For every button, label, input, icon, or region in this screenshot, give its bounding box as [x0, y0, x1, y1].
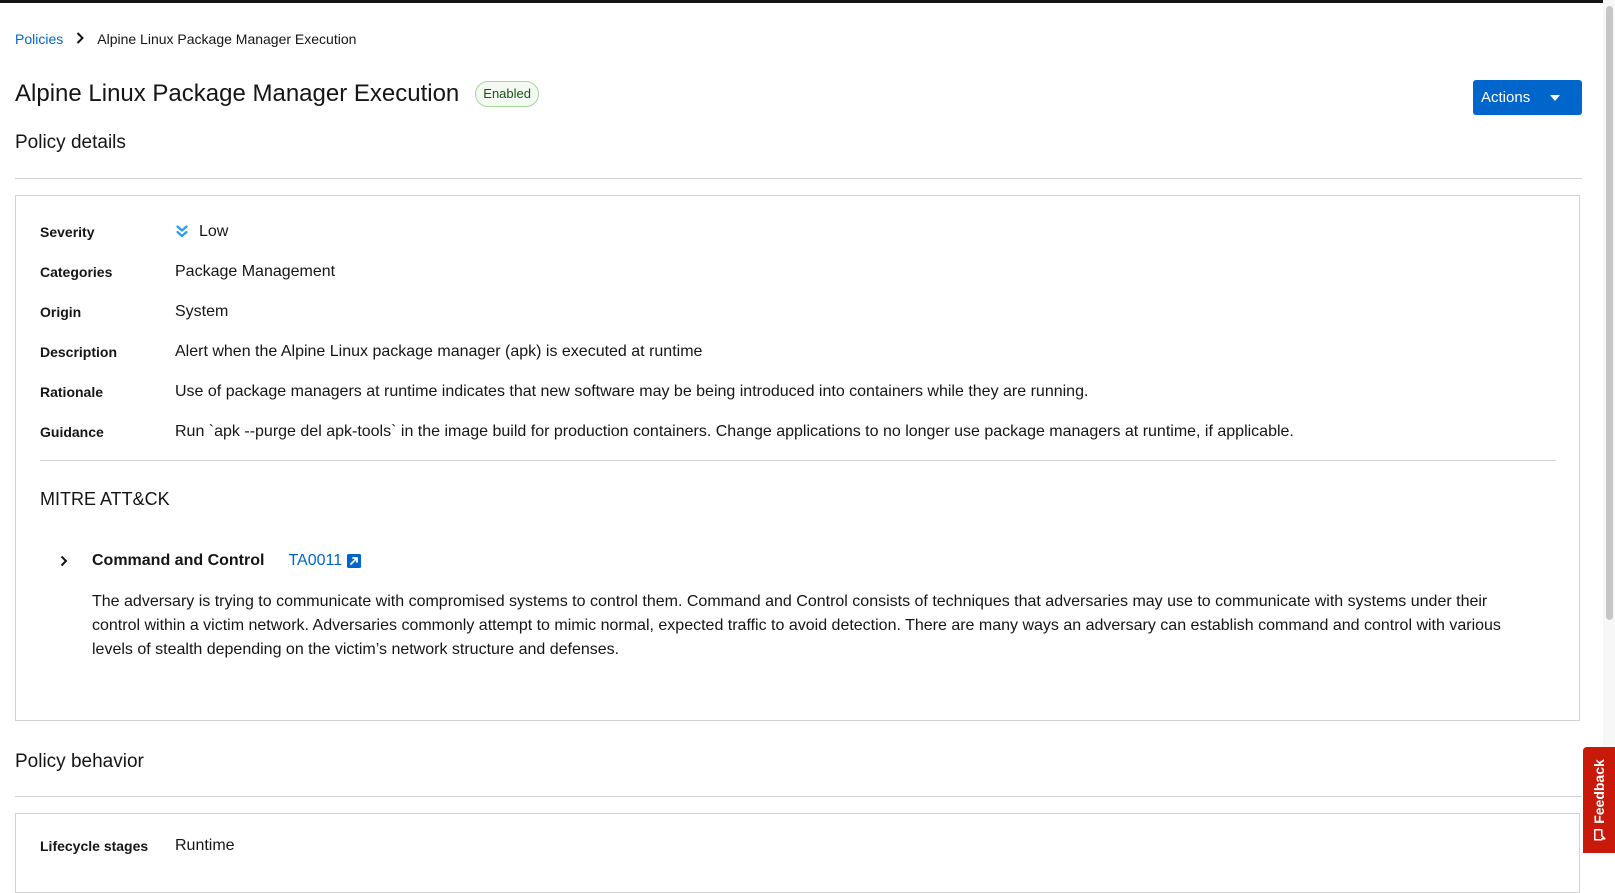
detail-row-lifecycle-stages: [40, 834, 235, 858]
status-badge: Enabled: [475, 81, 539, 107]
mitre-tactic-row: [56, 549, 361, 573]
tactic-description: The adversary is trying to communicate with compromised systems to control them. Command and Control consists of techniques that adversaries may use to communicate with systems under their control within a victim network. Adversaries commonly attempt to mimic normal, expected traffic to avoid detection. There are many ways an adversary can establish command and control with various levels of stealth depending on the victim’s network structure and defenses.: [92, 593, 1501, 658]
chevron-right-icon[interactable]: [56, 553, 72, 569]
detail-value: Use of package managers at runtime indicates that new software may be being introduced into containers while they are running.: [175, 383, 1089, 400]
detail-value: Run `apk --purge del apk-tools` in the image build for production containers. Change applications to no longer use package managers at runtime, if applicable.: [175, 423, 1294, 440]
divider: [15, 796, 1582, 797]
detail-value: System: [175, 303, 229, 320]
section-title-policy-behavior: Policy behavior: [15, 751, 144, 772]
detail-row-origin: [40, 300, 228, 324]
detail-term: Description: [40, 344, 118, 360]
tactic-id: TA0011: [288, 552, 343, 569]
feedback-tab[interactable]: [1583, 747, 1615, 853]
detail-term: Lifecycle stages: [40, 838, 149, 854]
actions-dropdown-button[interactable]: [1473, 80, 1582, 115]
top-bar: [0, 0, 1615, 3]
chevron-right-icon: [71, 32, 89, 47]
detail-term: Rationale: [40, 384, 104, 400]
mitre-attack-title: MITRE ATT&CK: [40, 489, 170, 509]
breadcrumb-link-policies[interactable]: Policies: [15, 31, 64, 47]
severity-value: Low: [199, 223, 229, 240]
tactic-id-link[interactable]: [288, 552, 361, 570]
detail-row-rationale: [40, 380, 1088, 404]
detail-value: Runtime: [175, 837, 235, 854]
policy-behavior-card: [15, 813, 1580, 893]
severity-low-icon: [175, 225, 189, 239]
detail-value: [175, 223, 228, 241]
detail-value: Alert when the Alpine Linux package manager (apk) is executed at runtime: [175, 343, 703, 360]
caret-down-icon: [1550, 95, 1560, 101]
breadcrumb-current: Alpine Linux Package Manager Execution: [97, 31, 357, 47]
divider: [40, 460, 1556, 461]
feedback-icon: [1593, 829, 1605, 841]
detail-term: Guidance: [40, 424, 104, 440]
detail-value: Package Management: [175, 263, 336, 280]
detail-term: Origin: [40, 304, 82, 320]
external-link-icon: [347, 554, 361, 568]
page-header: [15, 78, 539, 110]
detail-term: Severity: [40, 224, 95, 240]
page-title: Alpine Linux Package Manager Execution: [15, 80, 460, 107]
breadcrumb: [15, 31, 356, 47]
detail-row-description: [40, 340, 702, 364]
feedback-label: Feedback: [1591, 759, 1607, 824]
detail-row-guidance: [40, 420, 1294, 444]
scrollbar-thumb[interactable]: [1606, 6, 1613, 620]
divider: [15, 178, 1582, 179]
actions-button-label: Actions: [1481, 89, 1531, 106]
section-title-policy-details: Policy details: [15, 132, 126, 153]
detail-row-severity: [40, 220, 228, 244]
detail-row-categories: [40, 260, 335, 284]
tactic-name: Command and Control: [92, 552, 265, 569]
detail-term: Categories: [40, 264, 113, 280]
policy-details-card: [15, 195, 1580, 721]
